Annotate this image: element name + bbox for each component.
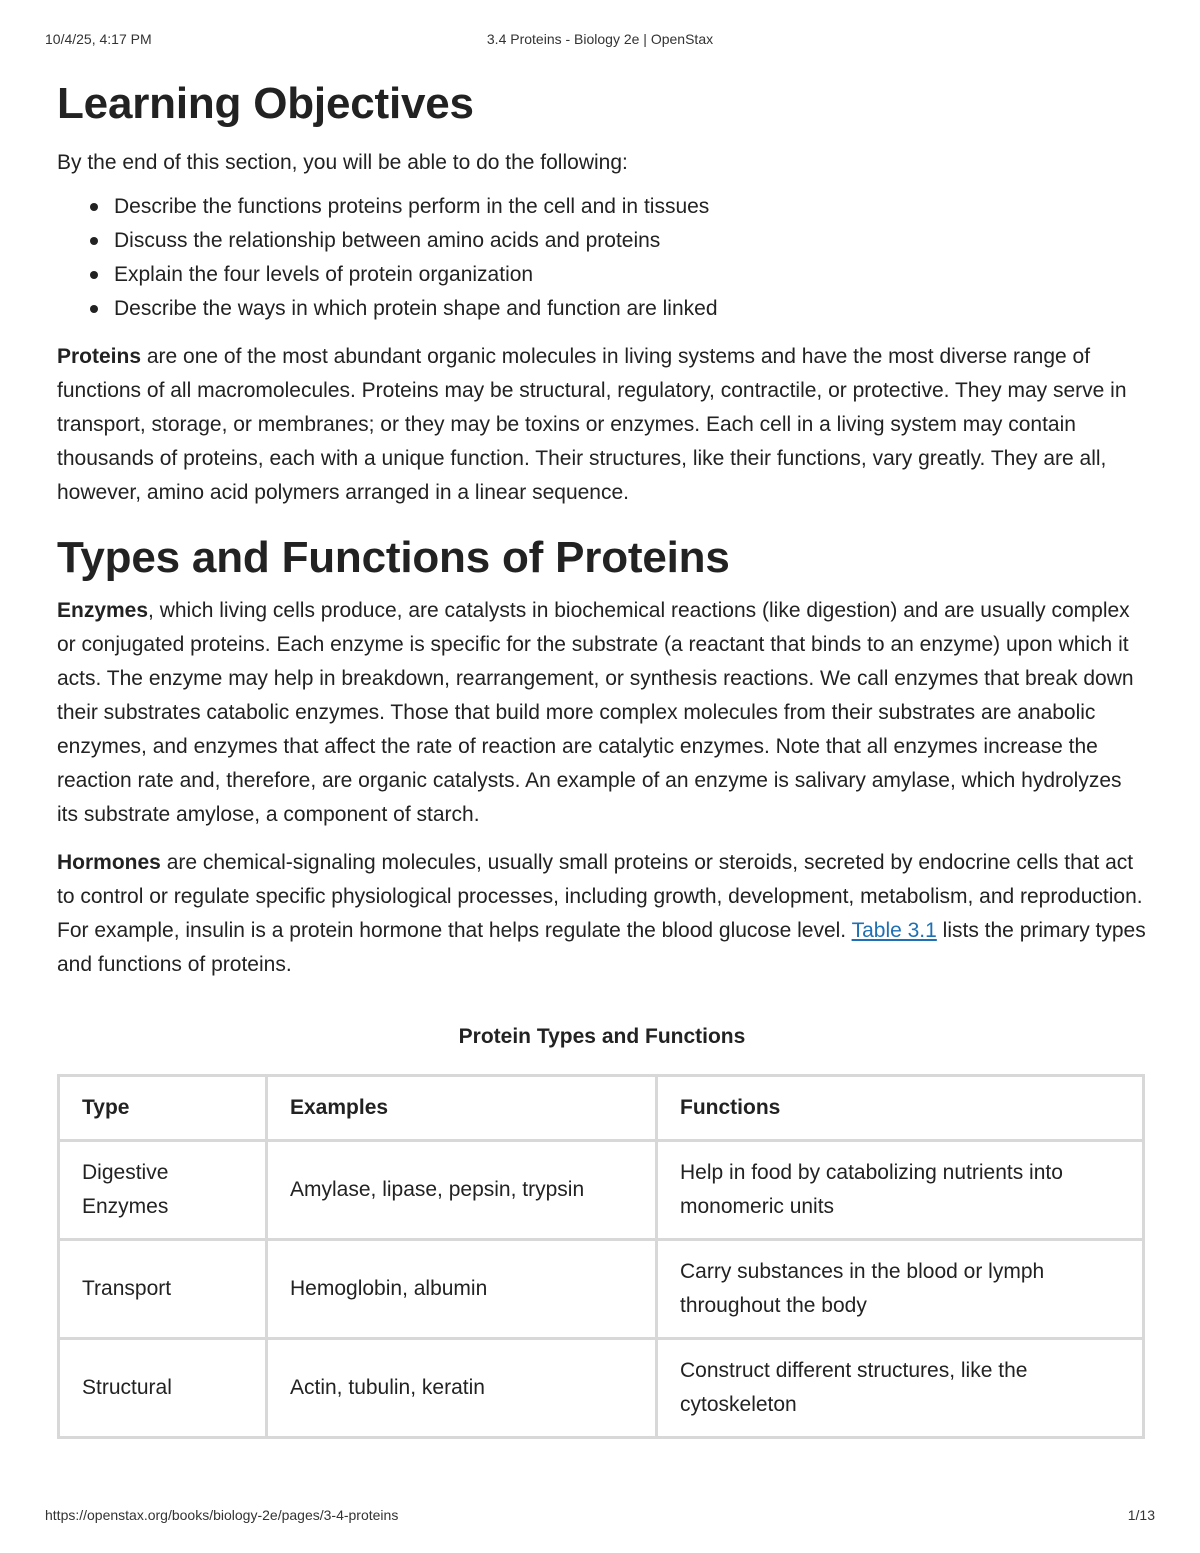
list-item [114, 258, 1147, 292]
objective-text: Describe the ways in which protein shape and function are linked [114, 297, 718, 320]
page-number: 1/13 [1127, 1507, 1155, 1523]
table-cell: Structural [59, 1339, 267, 1438]
table-cell: Construct different structures, like the cytoskeleton [657, 1339, 1144, 1438]
article-content [57, 78, 1147, 1439]
bullet-icon [90, 271, 98, 279]
protein-types-table [57, 1074, 1145, 1439]
hormones-text-after: lists the primary types and functions of proteins. [57, 919, 1146, 976]
table-cell: Actin, tubulin, keratin [267, 1339, 657, 1438]
header-examples: Examples [267, 1076, 657, 1141]
header-type: Type [59, 1076, 267, 1141]
table-row [59, 1141, 1144, 1240]
list-item [114, 292, 1147, 326]
table-3-1-link[interactable]: Table 3.1 [851, 919, 937, 942]
print-datetime: 10/4/25, 4:17 PM [45, 31, 152, 47]
header-functions: Functions [657, 1076, 1144, 1141]
objective-text: Discuss the relationship between amino acids and proteins [114, 229, 661, 252]
table-cell: Hemoglobin, albumin [267, 1240, 657, 1339]
enzymes-text: , which living cells produce, are catalysts in biochemical reactions (like digestion) and are usually complex or conjugated proteins. Each enzyme is specific for the substrate (a reactant that binds to an enzyme) upon which it acts. The enzyme may help in breakdown, rearrangement, or synthesis reactions. We call enzymes that break down their substrates catabolic enzymes. Those that build more complex molecules from their substrates are anabolic enzymes, and enzymes that affect the rate of reaction are catalytic enzymes. Note that all enzymes increase the reaction rate and, therefore, are organic catalysts. An example of an enzyme is salivary amylase, which hydrolyzes its substrate amylose, a component of starch. [57, 599, 1134, 826]
hormones-paragraph [57, 846, 1147, 982]
table-cell: Amylase, lipase, pepsin, trypsin [267, 1141, 657, 1240]
print-footer [45, 1507, 1155, 1525]
list-item [114, 190, 1147, 224]
objective-text: Explain the four levels of protein organization [114, 263, 534, 286]
print-url: https://openstax.org/books/biology-2e/pages/3-4-proteins [45, 1507, 399, 1523]
bullet-icon [90, 305, 98, 313]
table-cell: Carry substances in the blood or lymph throughout the body [657, 1240, 1144, 1339]
table-cell: Transport [59, 1240, 267, 1339]
hormones-text: are chemical-signaling molecules, usually small proteins or steroids, secreted by endocrine cells that act to control or regulate specific physiological processes, including growth, development, metabolism, and reproduction. For example, insulin is a protein hormone that helps regulate the blood glucose level. [57, 851, 1143, 942]
table-row [59, 1240, 1144, 1339]
enzymes-term: Enzymes [57, 599, 149, 622]
list-item [114, 224, 1147, 258]
bullet-icon [90, 203, 98, 211]
print-page-title: 3.4 Proteins - Biology 2e | OpenStax [486, 31, 714, 47]
table-header-row [59, 1076, 1144, 1141]
learning-objectives-heading: Learning Objectives [57, 79, 474, 128]
hormones-term: Hormones [57, 851, 161, 874]
bullet-icon [90, 237, 98, 245]
table-cell: Help in food by catabolizing nutrients into monomeric units [657, 1141, 1144, 1240]
print-header [45, 31, 1155, 49]
objective-text: Describe the functions proteins perform in the cell and in tissues [114, 195, 710, 218]
table-caption: Protein Types and Functions [458, 1025, 746, 1048]
proteins-text: are one of the most abundant organic molecules in living systems and have the most diverse range of functions of all macromolecules. Proteins may be structural, regulatory, contractile, or protective. They may serve in transport, storage, or membranes; or they may be toxins or enzymes. Each cell in a living system may contain thousands of proteins, each with a unique function. Their structures, like their functions, vary greatly. They are all, however, amino acid polymers arranged in a linear sequence. [57, 345, 1127, 504]
types-functions-heading: Types and Functions of Proteins [57, 533, 730, 582]
table-cell: Digestive Enzymes [59, 1141, 267, 1240]
proteins-term: Proteins [57, 345, 142, 368]
enzymes-paragraph [57, 594, 1147, 832]
table-row [59, 1339, 1144, 1438]
proteins-paragraph [57, 340, 1147, 510]
objectives-intro: By the end of this section, you will be able to do the following: [57, 151, 628, 174]
objectives-list [57, 190, 1147, 326]
